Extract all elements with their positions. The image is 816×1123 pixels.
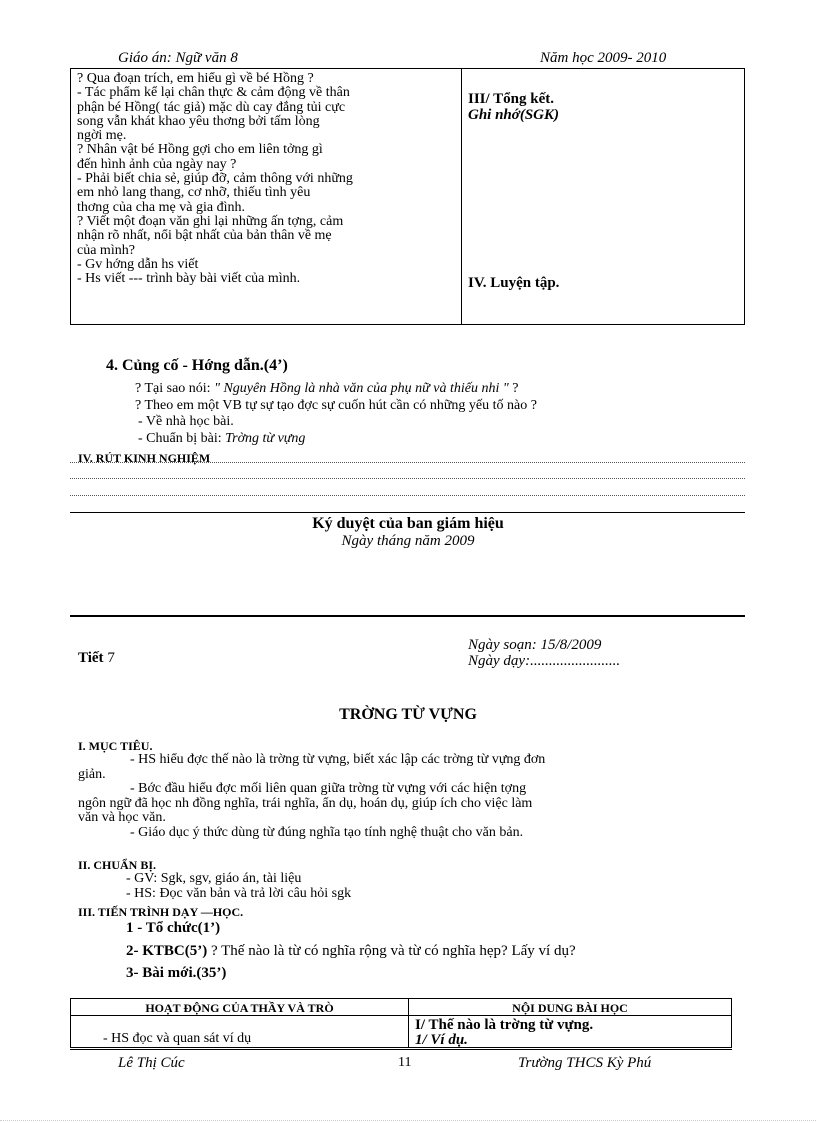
preparation-heading: II. CHUẨN BỊ. — [78, 858, 157, 872]
step2 — [126, 943, 576, 960]
summary-table — [70, 68, 745, 325]
approval-date: Ngày tháng năm 2009 — [341, 533, 475, 549]
activity-line: phận bé Hồng( tác giả) mặc dù cay đắng tủi cực — [77, 99, 346, 115]
activity-line: - Gv hớng dẫn hs viết — [77, 256, 199, 272]
section-rule — [70, 615, 745, 617]
col-activity-header: HOẠT ĐỘNG CỦA THẦY VÀ TRÒ — [145, 1001, 334, 1015]
objective-line: văn và học văn. — [78, 810, 166, 825]
date-taught: Ngày dạy:........................ — [468, 653, 621, 669]
page-number: 11 — [398, 1055, 412, 1070]
objective-line: ngôn ngữ đã học nh đồng nghĩa, trái nghĩa, ẩn dụ, hoán dụ, giúp ích cho việc làm — [78, 795, 533, 811]
divider-line — [70, 512, 745, 513]
row-activity: - HS đọc và quan sát ví dụ — [103, 1031, 252, 1046]
item2-title: Trờng từ vựng — [225, 431, 306, 446]
lesson-title: TRỜNG TỪ VỰNG — [339, 706, 477, 723]
page-edge — [0, 1120, 816, 1121]
header-right: Năm học 2009- 2010 — [540, 50, 667, 66]
activity-line: ? Nhân vật bé Hồng gợi cho em liên tởng gì — [77, 142, 323, 158]
q1-suffix: ? — [508, 381, 519, 396]
footer-author: Lê Thị Cúc — [118, 1055, 185, 1071]
activity-line: ? Viết một đoạn văn ghi lại những ấn tợng, cảm — [77, 213, 344, 229]
objectives-heading: I. MỤC TIÊU. — [78, 739, 153, 753]
activity-column — [77, 72, 457, 286]
header-left: Giáo án: Ngữ văn 8 — [118, 50, 238, 66]
dotted-line — [70, 495, 745, 496]
section4-item1: - Về nhà học bài. — [138, 414, 234, 429]
row-content-sub: 1/ Ví dụ. — [415, 1032, 468, 1048]
review-title: IV. RÚT KINH NGHIỆM — [78, 451, 211, 465]
step3: 3- Bài mới.(35’) — [126, 965, 227, 981]
objectives-text — [78, 753, 738, 840]
process-heading: III. TIẾN TRÌNH DẠY —HỌC. — [78, 905, 244, 919]
memorize-note: Ghi nhớ(SGK) — [468, 107, 559, 123]
dotted-line — [70, 462, 745, 463]
table-divider — [461, 69, 462, 324]
activity-line: ? Qua đoạn trích, em hiểu gì về bé Hồng ? — [77, 71, 314, 86]
activity-line: em nhỏ lang thang, cơ nhỡ, thiếu tình yêu — [77, 185, 311, 201]
practice-heading: IV. Luyện tập. — [468, 275, 560, 291]
lesson-table — [70, 998, 732, 1048]
section4-item2 — [138, 431, 305, 447]
prep-hs: - HS: Đọc văn bản và trả lời câu hỏi sgk — [126, 886, 352, 901]
footer-rule — [70, 1049, 732, 1050]
q1-quote: " Nguyên Hồng là nhà văn của phụ nữ và thiếu nhi " — [214, 381, 509, 396]
section4-q2: ? Theo em một VB tự sự tạo đợc sự cuốn hút cần có những yếu tố nào ? — [135, 398, 537, 413]
objective-line: - Giáo dục ý thức dùng từ đúng nghĩa tạo tính nghệ thuật cho văn bản. — [130, 824, 524, 840]
date-composed: Ngày soạn: 15/8/2009 — [468, 637, 602, 653]
row-content-title: I/ Thế nào là trờng từ vựng. — [415, 1017, 594, 1033]
objective-line: - Bớc đầu hiểu đợc mối liên quan giữa trờng từ vựng với các hiện tợng — [130, 781, 527, 796]
summary-heading: III/ Tổng kết. — [468, 91, 555, 107]
activity-line: - Phải biết chia sẻ, giúp đỡ, cảm thông với những — [77, 171, 353, 187]
section4-title: 4. Củng cố - Hớng dẫn.(4’) — [106, 357, 288, 374]
period — [78, 650, 115, 667]
step2-label: 2- KTBC(5’) — [126, 943, 208, 959]
activity-line: nhận rõ nhất, nổi bật nhất của bản thân về mẹ — [77, 228, 332, 244]
item2-prefix: - Chuẩn bị bài: — [138, 431, 226, 446]
objective-line: giản. — [78, 766, 106, 782]
section4-q1 — [135, 381, 735, 397]
activity-line: song vẫn khát khao yêu thơng bởi tấm lòng — [77, 113, 320, 129]
col-content-header: NỘI DUNG BÀI HỌC — [512, 1001, 628, 1015]
activity-line: đến hình ảnh của ngày nay ? — [77, 156, 237, 172]
q1-prefix: ? Tại sao nói: — [135, 381, 215, 396]
period-number: 7 — [107, 650, 115, 666]
footer-school: Trường THCS Kỳ Phú — [518, 1055, 652, 1071]
prep-gv: - GV: Sgk, sgv, giáo án, tài liệu — [126, 871, 302, 886]
activity-line: ngời mẹ. — [77, 128, 127, 144]
objective-line: - HS hiểu đợc thế nào là trờng từ vựng, biết xác lập các trờng từ vựng đơn — [130, 752, 546, 767]
activity-line: - Tác phẩm kể lại chân thực & cảm động về thân — [77, 85, 350, 101]
period-label: Tiết — [78, 650, 104, 666]
step2-question: ? Thế nào là từ có nghĩa rộng và từ có nghĩa hẹp? Lấy ví dụ? — [207, 943, 576, 959]
activity-line: thơng của cha mẹ và gia đình. — [77, 199, 245, 215]
approval-title: Ký duyệt của ban giám hiệu — [312, 515, 504, 532]
activity-line: của mình? — [77, 242, 135, 258]
dotted-line — [70, 478, 745, 479]
activity-line: - Hs viết --- trình bày bài viết của mình. — [77, 271, 301, 287]
step1: 1 - Tổ chức(1’) — [126, 920, 221, 936]
